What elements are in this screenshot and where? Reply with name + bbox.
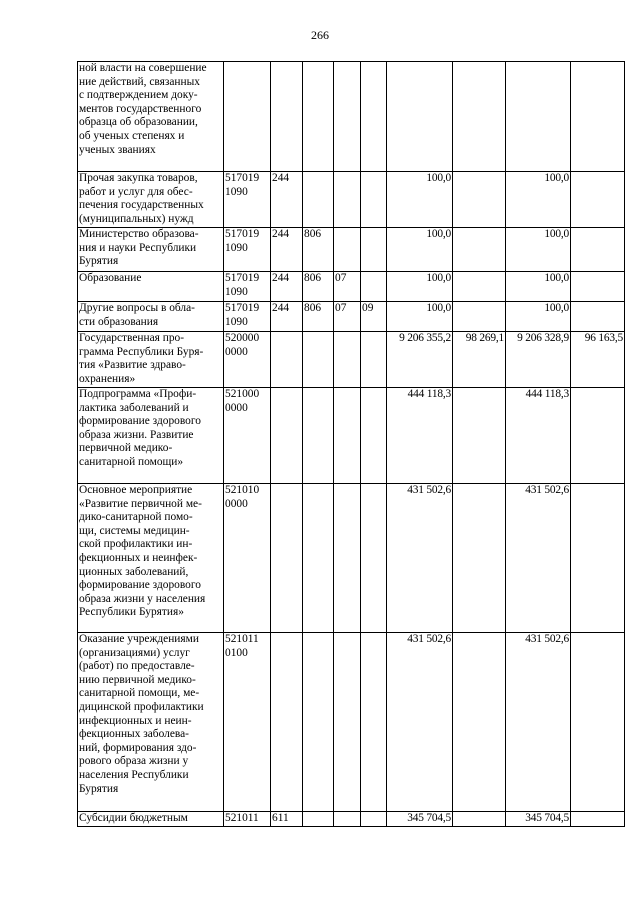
amount-federal-next-cell xyxy=(571,388,625,484)
amount-federal-next-cell xyxy=(571,272,625,302)
row-name-line: фекционных и неинфек- xyxy=(79,551,198,564)
row-name-line: ние действий, связанных xyxy=(79,75,200,88)
row-name-cell xyxy=(78,302,224,332)
expense-type-cell: 244 xyxy=(271,172,303,228)
row-name-line: ученых званиях xyxy=(79,143,156,156)
row-name-cell xyxy=(78,388,224,484)
target-code-line: 1090 xyxy=(225,315,248,328)
amount-total-next-cell: 100,0 xyxy=(506,172,571,228)
amount-total-next-cell: 431 502,6 xyxy=(506,633,571,812)
target-code-line: 1090 xyxy=(225,285,248,298)
section-cell: 07 xyxy=(334,272,361,302)
amount-federal-next-cell xyxy=(571,484,625,633)
row-name-line: (муниципальных) нужд xyxy=(79,212,194,225)
target-code-cell xyxy=(224,812,271,827)
amount-total-cell: 100,0 xyxy=(387,228,453,272)
admin-code-cell xyxy=(303,633,334,812)
expense-type-cell xyxy=(271,388,303,484)
row-name-line: формирование здорового xyxy=(79,415,201,428)
table-row xyxy=(78,332,625,388)
amount-total-next-cell: 345 704,5 xyxy=(506,812,571,827)
amount-total-cell: 100,0 xyxy=(387,272,453,302)
row-name-line: фекционных заболева- xyxy=(79,728,189,741)
amount-total-cell: 444 118,3 xyxy=(387,388,453,484)
row-name-line: Бурятия xyxy=(79,782,119,795)
row-name-line: (работ) по предоставле- xyxy=(79,660,195,673)
amount-federal-cell xyxy=(453,228,506,272)
section-cell xyxy=(334,484,361,633)
amount-total-cell xyxy=(387,62,453,172)
subsection-cell xyxy=(361,812,387,827)
expense-type-cell xyxy=(271,62,303,172)
amount-total-next-cell: 431 502,6 xyxy=(506,484,571,633)
admin-code-cell xyxy=(303,172,334,228)
row-name-line: Министерство образова- xyxy=(79,228,199,240)
admin-code-cell xyxy=(303,62,334,172)
target-code-line: 521011 xyxy=(225,812,259,824)
row-name-line: сти образования xyxy=(79,315,159,328)
subsection-cell xyxy=(361,633,387,812)
target-code-line: 521010 xyxy=(225,484,260,496)
table-row xyxy=(78,388,625,484)
row-name-line: об ученых степенях и xyxy=(79,129,185,142)
amount-total-next-cell: 100,0 xyxy=(506,228,571,272)
row-name-cell xyxy=(78,484,224,633)
row-name-line: печения государственных xyxy=(79,199,204,212)
page-number: 266 xyxy=(311,28,329,42)
row-name-line: санитарной помощи» xyxy=(79,455,184,468)
expense-type-cell xyxy=(271,484,303,633)
target-code-cell xyxy=(224,388,271,484)
section-cell: 07 xyxy=(334,302,361,332)
row-name-line: ний, формирования здо- xyxy=(79,741,197,754)
row-name-line: санитарной помощи, ме- xyxy=(79,687,200,700)
target-code-cell xyxy=(224,302,271,332)
amount-federal-cell xyxy=(453,633,506,812)
expense-type-cell xyxy=(271,633,303,812)
row-name-line: Образование xyxy=(79,272,142,284)
row-name-line: образца об образовании, xyxy=(79,116,198,129)
row-name-line: Прочая закупка товаров, xyxy=(79,172,198,184)
amount-federal-next-cell xyxy=(571,228,625,272)
row-name-line: грамма Республики Буря- xyxy=(79,345,204,358)
target-code-cell xyxy=(224,228,271,272)
target-code-cell xyxy=(224,332,271,388)
target-code-cell xyxy=(224,172,271,228)
row-name-line: Другие вопросы в обла- xyxy=(79,302,195,314)
amount-federal-cell: 98 269,1 xyxy=(453,332,506,388)
amount-total-cell: 431 502,6 xyxy=(387,484,453,633)
row-name-line: ской профилактики ин- xyxy=(79,538,193,551)
target-code-line: 0000 xyxy=(225,345,248,358)
admin-code-cell xyxy=(303,812,334,827)
amount-federal-next-cell xyxy=(571,633,625,812)
amount-total-next-cell: 100,0 xyxy=(506,302,571,332)
amount-total-cell: 9 206 355,2 xyxy=(387,332,453,388)
row-name-line: образа жизни. Развитие xyxy=(79,428,194,441)
table-row xyxy=(78,812,625,827)
amount-total-next-cell: 100,0 xyxy=(506,272,571,302)
row-name-line: Основное мероприятие xyxy=(79,484,193,496)
amount-federal-cell xyxy=(453,62,506,172)
subsection-cell xyxy=(361,228,387,272)
amount-federal-next-cell xyxy=(571,62,625,172)
subsection-cell xyxy=(361,484,387,633)
row-name-line: рового образа жизни у xyxy=(79,755,189,768)
row-name-line: ной власти на совершение xyxy=(79,62,207,74)
section-cell xyxy=(334,388,361,484)
table-row xyxy=(78,172,625,228)
amount-total-next-cell: 444 118,3 xyxy=(506,388,571,484)
table-row xyxy=(78,302,625,332)
subsection-cell xyxy=(361,172,387,228)
budget-table xyxy=(77,61,625,827)
target-code-line: 0100 xyxy=(225,646,248,659)
target-code-line: 1090 xyxy=(225,185,248,198)
subsection-cell: 09 xyxy=(361,302,387,332)
row-name-line: формирование здорового xyxy=(79,579,201,592)
expense-type-cell: 244 xyxy=(271,302,303,332)
target-code-line: 1090 xyxy=(225,241,248,254)
admin-code-cell xyxy=(303,484,334,633)
amount-federal-cell xyxy=(453,302,506,332)
target-code-cell xyxy=(224,633,271,812)
subsection-cell xyxy=(361,332,387,388)
table-body xyxy=(78,62,625,827)
subsection-cell xyxy=(361,62,387,172)
section-cell xyxy=(334,62,361,172)
admin-code-cell xyxy=(303,332,334,388)
row-name-line: населения Республики xyxy=(79,768,189,781)
admin-code-cell xyxy=(303,388,334,484)
expense-type-cell: 244 xyxy=(271,272,303,302)
target-code-cell xyxy=(224,62,271,172)
row-name-line: охранения» xyxy=(79,372,136,385)
section-cell xyxy=(334,172,361,228)
row-name-line: (организациями) услуг xyxy=(79,646,190,659)
amount-total-cell: 100,0 xyxy=(387,172,453,228)
row-name-cell xyxy=(78,272,224,302)
expense-type-cell: 611 xyxy=(271,812,303,827)
amount-federal-cell xyxy=(453,172,506,228)
row-name-line: с подтверждением доку- xyxy=(79,89,198,102)
amount-federal-cell xyxy=(453,812,506,827)
amount-total-next-cell: 9 206 328,9 xyxy=(506,332,571,388)
target-code-line: 520000 xyxy=(225,332,260,344)
subsection-cell xyxy=(361,388,387,484)
row-name-line: образа жизни у населения xyxy=(79,592,206,605)
target-code-line: 517019 xyxy=(225,172,260,184)
amount-total-cell: 100,0 xyxy=(387,302,453,332)
target-code-line: 521011 xyxy=(225,633,259,645)
row-name-cell xyxy=(78,172,224,228)
amount-federal-cell xyxy=(453,484,506,633)
row-name-line: Бурятия xyxy=(79,255,119,268)
row-name-line: Республики Бурятия» xyxy=(79,606,184,619)
row-name-line: дико-санитарной помо- xyxy=(79,511,193,524)
row-name-line: Оказание учреждениями xyxy=(79,633,199,645)
row-name-line: тия «Развитие здраво- xyxy=(79,359,186,372)
amount-federal-next-cell xyxy=(571,172,625,228)
row-name-cell xyxy=(78,633,224,812)
row-name-line: ментов государственного xyxy=(79,102,202,115)
row-name-cell xyxy=(78,62,224,172)
amount-total-cell: 345 704,5 xyxy=(387,812,453,827)
row-name-line: Субсидии бюджетным xyxy=(79,812,188,824)
amount-federal-next-cell: 96 163,5 xyxy=(571,332,625,388)
admin-code-cell: 806 xyxy=(303,228,334,272)
target-code-cell xyxy=(224,484,271,633)
row-name-cell xyxy=(78,228,224,272)
target-code-line: 0000 xyxy=(225,401,248,414)
row-name-line: Подпрограмма «Профи- xyxy=(79,388,197,400)
amount-federal-cell xyxy=(453,272,506,302)
target-code-cell xyxy=(224,272,271,302)
amount-federal-cell xyxy=(453,388,506,484)
admin-code-cell: 806 xyxy=(303,302,334,332)
amount-federal-next-cell xyxy=(571,812,625,827)
target-code-line: 517019 xyxy=(225,272,260,284)
section-cell xyxy=(334,633,361,812)
table-row xyxy=(78,228,625,272)
admin-code-cell: 806 xyxy=(303,272,334,302)
target-code-line: 517019 xyxy=(225,228,260,240)
row-name-line: Государственная про- xyxy=(79,332,185,344)
row-name-line: работ и услуг для обес- xyxy=(79,185,193,198)
row-name-line: ционных заболеваний, xyxy=(79,565,189,578)
row-name-line: дицинской профилактики xyxy=(79,700,204,713)
row-name-cell xyxy=(78,332,224,388)
expense-type-cell xyxy=(271,332,303,388)
row-name-line: инфекционных и неин- xyxy=(79,714,192,727)
table-row xyxy=(78,272,625,302)
amount-federal-next-cell xyxy=(571,302,625,332)
table-row xyxy=(78,484,625,633)
row-name-line: ния и науки Республики xyxy=(79,241,197,254)
target-code-line: 0000 xyxy=(225,497,248,510)
section-cell xyxy=(334,332,361,388)
expense-type-cell: 244 xyxy=(271,228,303,272)
table-row xyxy=(78,633,625,812)
row-name-line: первичной медико- xyxy=(79,442,173,455)
section-cell xyxy=(334,812,361,827)
subsection-cell xyxy=(361,272,387,302)
table-row xyxy=(78,62,625,172)
row-name-line: лактика заболеваний и xyxy=(79,401,189,414)
target-code-line: 517019 xyxy=(225,302,260,314)
target-code-line: 521000 xyxy=(225,388,260,400)
row-name-line: «Развитие первичной ме- xyxy=(79,497,202,510)
amount-total-next-cell xyxy=(506,62,571,172)
section-cell xyxy=(334,228,361,272)
amount-total-cell: 431 502,6 xyxy=(387,633,453,812)
row-name-line: нию первичной медико- xyxy=(79,673,196,686)
row-name-line: щи, системы медицин- xyxy=(79,524,190,537)
row-name-cell xyxy=(78,812,224,827)
